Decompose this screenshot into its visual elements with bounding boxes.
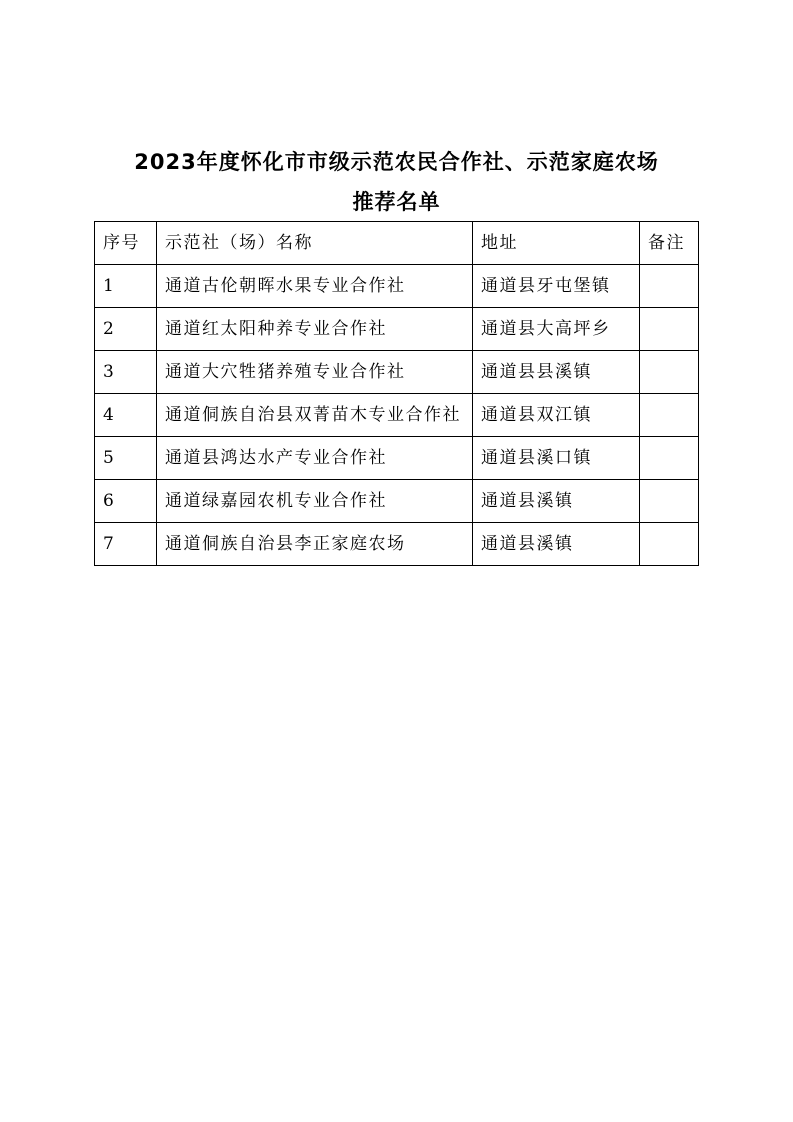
- row-address: 通道县牙屯堡镇: [473, 265, 640, 308]
- document-subtitle: 推荐名单: [352, 190, 441, 214]
- row-index: 4: [95, 394, 157, 437]
- table-row: [95, 351, 699, 394]
- row-name: 通道县鸿达水产专业合作社: [157, 437, 473, 480]
- row-note: [640, 437, 699, 480]
- row-index: 5: [95, 437, 157, 480]
- row-note: [640, 480, 699, 523]
- row-index: 3: [95, 351, 157, 394]
- row-index: 1: [95, 265, 157, 308]
- row-name: 通道绿嘉园农机专业合作社: [157, 480, 473, 523]
- header-note: 备注: [640, 222, 699, 265]
- row-note: [640, 351, 699, 394]
- table-header-row: [95, 222, 699, 265]
- table-row: [95, 523, 699, 566]
- row-index: 2: [95, 308, 157, 351]
- row-name: 通道侗族自治县李正家庭农场: [157, 523, 473, 566]
- row-name: 通道古伦朝晖水果专业合作社: [157, 265, 473, 308]
- row-name: 通道大穴牲猪养殖专业合作社: [157, 351, 473, 394]
- row-index: 6: [95, 480, 157, 523]
- row-address: 通道县县溪镇: [473, 351, 640, 394]
- row-name: 通道红太阳种养专业合作社: [157, 308, 473, 351]
- table-row: [95, 394, 699, 437]
- row-note: [640, 523, 699, 566]
- row-address: 通道县溪镇: [473, 523, 640, 566]
- row-note: [640, 308, 699, 351]
- row-address: 通道县溪镇: [473, 480, 640, 523]
- table-row: [95, 265, 699, 308]
- header-address: 地址: [473, 222, 640, 265]
- row-note: [640, 265, 699, 308]
- table-row: [95, 480, 699, 523]
- row-address: 通道县大高坪乡: [473, 308, 640, 351]
- row-address: 通道县溪口镇: [473, 437, 640, 480]
- recommendation-table: [94, 221, 699, 566]
- row-note: [640, 394, 699, 437]
- row-address: 通道县双江镇: [473, 394, 640, 437]
- header-name: 示范社（场）名称: [157, 222, 473, 265]
- table-row: [95, 308, 699, 351]
- document-title: 2023年度怀化市市级示范农民合作社、示范家庭农场: [134, 150, 659, 174]
- row-index: 7: [95, 523, 157, 566]
- header-index: 序号: [95, 222, 157, 265]
- row-name: 通道侗族自治县双菁苗木专业合作社: [157, 394, 473, 437]
- table-row: [95, 437, 699, 480]
